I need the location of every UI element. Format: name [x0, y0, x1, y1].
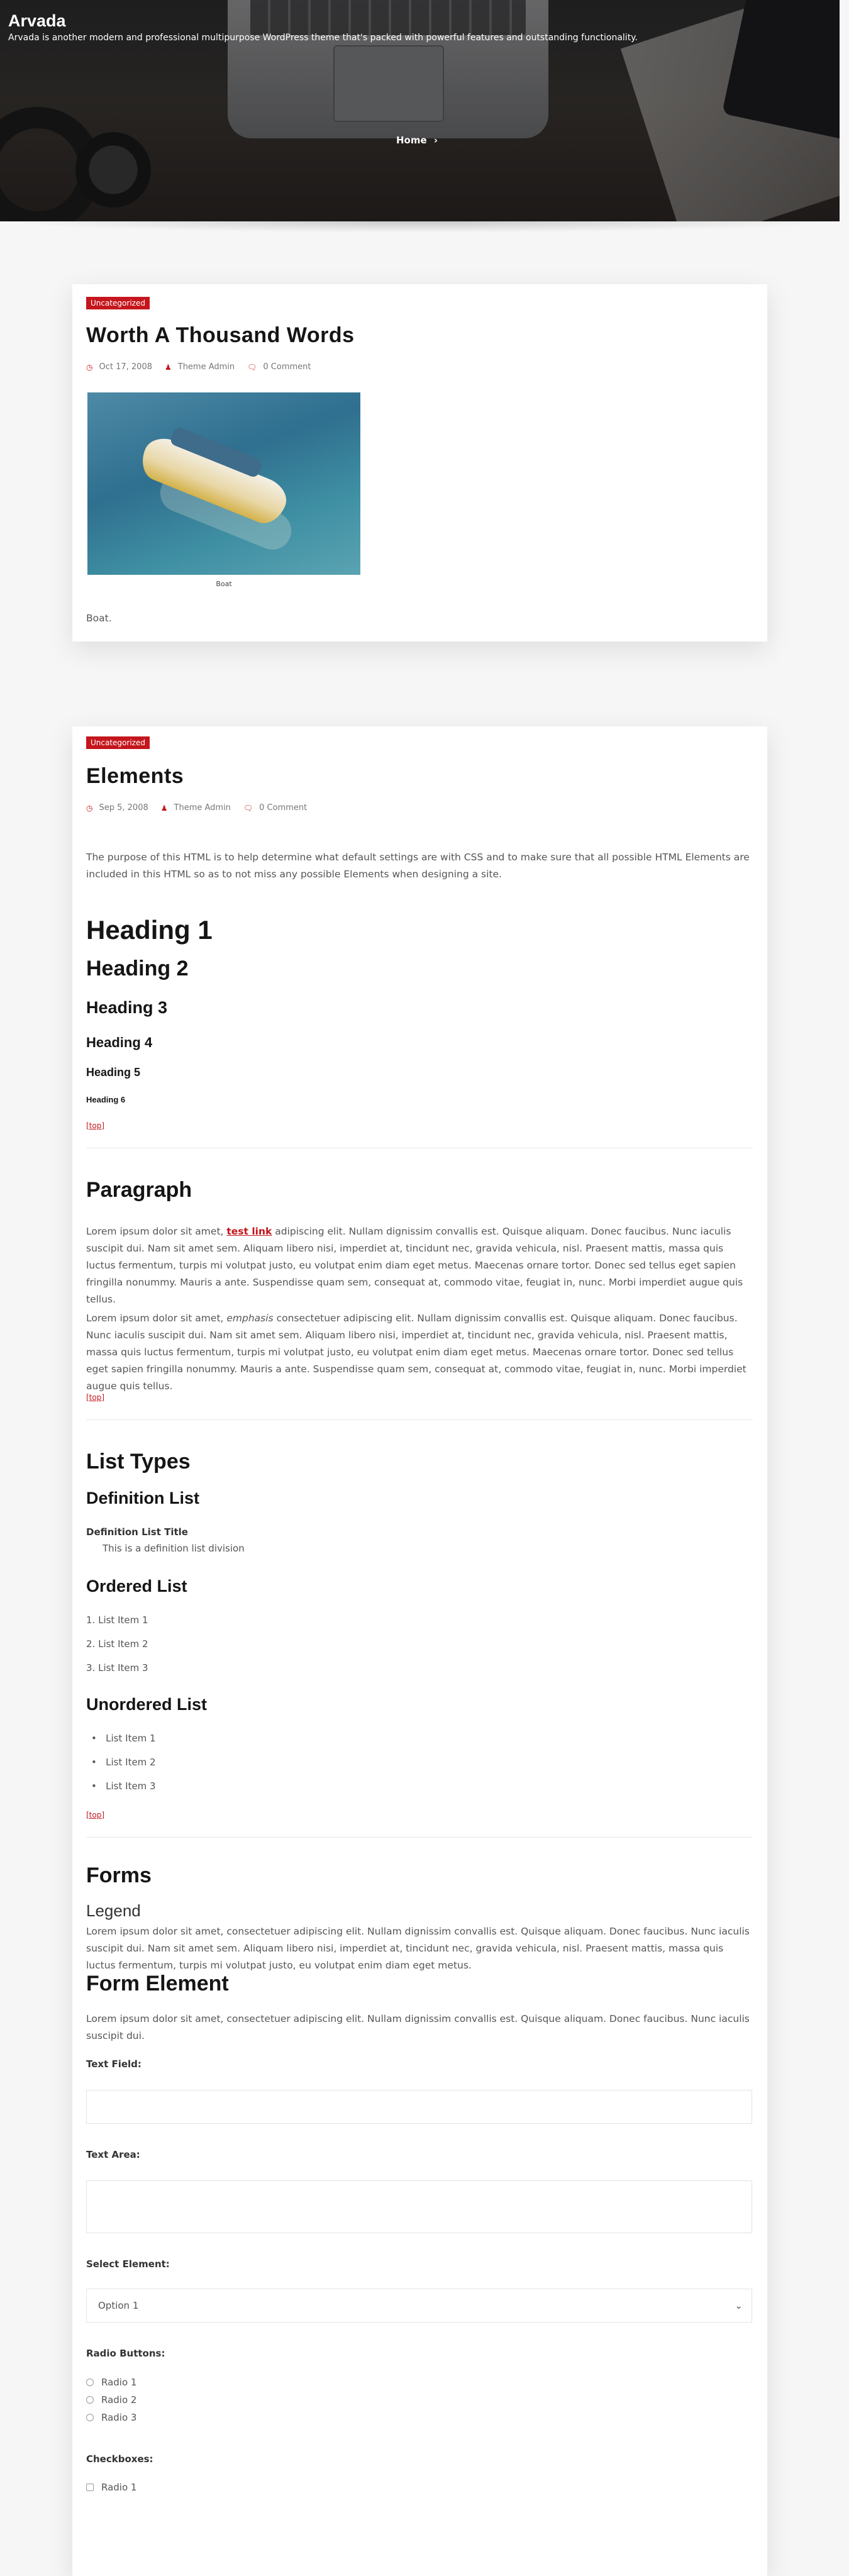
post-comments-text: 0 Comment: [259, 803, 308, 813]
post-author[interactable]: [165, 362, 235, 372]
p1-text-end: adipiscing elit. Nullam dignissim convallis est. Quisque aliquam. Donec faucibus. Nunc iaculis suscipit dui. Nam sit amet sem. Aliquam libero nisi, imperdiet at, tincidunt nec, gravida vehicula, nisl. Praesent mattis, massa quis luctus fermentum, turpis mi volutpat justo, eu volutpat enim diam eget metus. Maecenas ornare tortor. Donec sed tellus eget sapien fringilla nonummy. Mauris a ante. Suspendisse quam sem, consequat at, commodo vitae, feugiat in, nunc. Morbi imperdiet augue quis tellus.: [86, 1226, 743, 1305]
hero-shadow: [0, 221, 840, 233]
text-field-label: Text Field:: [86, 2058, 142, 2070]
site-title[interactable]: Arvada: [8, 11, 66, 30]
unordered-list-item-text: List Item 1: [106, 1733, 156, 1744]
chevron-down-icon: ⌄: [735, 2300, 743, 2311]
comment-icon: 🗨: [243, 803, 253, 813]
unordered-list-item: • List Item 3: [91, 1780, 156, 1792]
radio-option[interactable]: [86, 2377, 136, 2388]
chevron-right-icon: ›: [433, 135, 438, 146]
radio-option[interactable]: [86, 2394, 136, 2406]
p1-text-start: Lorem ipsum dolor sit amet,: [86, 1226, 227, 1237]
definition-description: This is a definition list division: [103, 1543, 245, 1554]
text-field-input[interactable]: [86, 2090, 752, 2124]
top-link[interactable]: [top]: [86, 1121, 105, 1130]
clock-icon: ◷: [86, 803, 93, 813]
post-comments[interactable]: [247, 362, 311, 372]
heading-2: Heading 2: [86, 957, 189, 980]
post-date[interactable]: [86, 803, 148, 813]
paragraph-heading: Paragraph: [86, 1178, 192, 1202]
definition-term: Definition List Title: [86, 1526, 188, 1538]
post-author-text: Theme Admin: [177, 362, 235, 372]
checkbox-label: Radio 1: [101, 2482, 137, 2493]
radio-label: Radio 2: [101, 2394, 137, 2406]
forms-heading: Forms: [86, 1863, 152, 1887]
clock-icon: ◷: [86, 362, 93, 372]
ordered-list-item: 2. List Item 2: [86, 1638, 148, 1650]
ordered-list-item-text: List Item 2: [98, 1638, 148, 1650]
paragraph-1: [86, 1223, 753, 1308]
post-author-text: Theme Admin: [174, 803, 231, 813]
category-badge[interactable]: Uncategorized: [86, 297, 150, 309]
radio-label: Radio 1: [101, 2377, 137, 2388]
p2-text-start: Lorem ipsum dolor sit amet,: [86, 1313, 227, 1324]
p2-emphasis: emphasis: [226, 1313, 274, 1324]
ordered-list-heading: Ordered List: [86, 1577, 187, 1596]
comment-icon: 🗨: [247, 362, 257, 372]
post-title[interactable]: Elements: [86, 764, 184, 788]
unordered-list-heading: Unordered List: [86, 1695, 208, 1714]
checkbox-option[interactable]: [86, 2482, 136, 2493]
radio-button[interactable]: [86, 2379, 94, 2386]
intro-paragraph: The purpose of this HTML is to help determine what default settings are with CSS and to make sure that all possible HTML Elements are included in this HTML so as to not miss any possible Elements when designing a site.: [86, 852, 750, 880]
form-legend: Legend: [86, 1901, 141, 1920]
post-date-text: Oct 17, 2008: [99, 362, 152, 372]
select-value: Option 1: [98, 2300, 139, 2311]
heading-6: Heading 6: [86, 1095, 126, 1104]
list-types-heading: List Types: [86, 1450, 191, 1474]
text-area-input[interactable]: [86, 2180, 752, 2233]
checkbox[interactable]: [86, 2484, 94, 2491]
post-title[interactable]: Worth A Thousand Words: [86, 323, 355, 347]
select-element[interactable]: [86, 2289, 752, 2323]
ordered-list-item: 3. List Item 3: [86, 1662, 148, 1674]
radio-label: Radio 3: [101, 2412, 137, 2423]
unordered-list-item: • List Item 1: [91, 1733, 156, 1744]
divider: [86, 1837, 753, 1838]
unordered-list-item-text: List Item 3: [106, 1780, 156, 1792]
definition-list-heading: Definition List: [86, 1489, 199, 1507]
radio-buttons-label: Radio Buttons:: [86, 2348, 165, 2359]
ordered-list-item-text: List Item 3: [98, 1662, 148, 1674]
form-element-heading: Form Element: [86, 1972, 229, 1996]
checkboxes-label: Checkboxes:: [86, 2453, 153, 2465]
post-meta: [86, 803, 307, 813]
post-card: [72, 726, 767, 2576]
post-date-text: Sep 5, 2008: [99, 803, 148, 813]
user-icon: ♟: [164, 362, 172, 372]
unordered-list-item: • List Item 2: [91, 1757, 156, 1768]
post-comments[interactable]: [243, 803, 307, 813]
post-meta: [86, 362, 311, 372]
radio-button[interactable]: [86, 2396, 94, 2404]
divider: [86, 1419, 753, 1420]
top-link[interactable]: [top]: [86, 1393, 105, 1402]
site-description: Arvada is another modern and professional multipurpose WordPress theme that's packed with powerful features and outstanding functionality.: [8, 33, 638, 43]
category-badge[interactable]: Uncategorized: [86, 736, 150, 749]
radio-button[interactable]: [86, 2414, 94, 2421]
radio-option[interactable]: [86, 2412, 136, 2423]
ordered-list-item-text: List Item 1: [98, 1614, 148, 1626]
user-icon: ♟: [160, 803, 168, 813]
heading-1: Heading 1: [86, 915, 213, 945]
unordered-list-item-text: List Item 2: [106, 1757, 156, 1768]
heading-3: Heading 3: [86, 998, 168, 1017]
post-author[interactable]: [161, 803, 231, 813]
image-caption: Boat: [216, 580, 232, 588]
post-excerpt: Boat.: [86, 613, 112, 624]
form-element-paragraph: Lorem ipsum dolor sit amet, consectetuer adipiscing elit. Nullam dignissim convallis est. Quisque aliquam. Donec faucibus. Nunc iaculis suscipit dui.: [86, 2013, 750, 2041]
post-image-boat[interactable]: [87, 392, 360, 575]
ordered-list-item: 1. List Item 1: [86, 1614, 148, 1626]
page-header-hero: [0, 0, 840, 221]
heading-5: Heading 5: [86, 1066, 141, 1079]
breadcrumb-home-link[interactable]: Home: [396, 135, 427, 146]
post-card: [72, 284, 767, 641]
breadcrumb: [396, 135, 438, 146]
legend-paragraph: Lorem ipsum dolor sit amet, consectetuer adipiscing elit. Nullam dignissim convallis est. Quisque aliquam. Donec faucibus. Nunc iaculis suscipit dui. Nam sit amet sem. Aliquam libero nisi, imperdiet at, tincidunt nec, gravida vehicula, nisl. Praesent mattis, massa quis luctus fermentum, turpis mi volutpat justo, eu volutpat enim diam eget metus.: [86, 1926, 750, 1971]
p2-text-end: consectetuer adipiscing elit. Nullam dignissim convallis est. Quisque aliquam. Donec faucibus. Nunc iaculis suscipit dui. Nam sit amet sem. Aliquam libero nisi, imperdiet at, tincidunt nec, gravida vehicula, nisl. Praesent mattis, massa quis luctus fermentum, turpis mi volutpat justo, eu volutpat enim diam eget metus. Maecenas ornare tortor. Donec sed tellus eget sapien fringilla nonummy. Mauris a ante. Suspendisse quam sem, consequat at, commodo vitae, feugiat in, nunc. Morbi imperdiet augue quis tellus.: [86, 1313, 746, 1392]
paragraph-2: [86, 1310, 753, 1395]
top-link[interactable]: [top]: [86, 1811, 105, 1819]
post-comments-text: 0 Comment: [263, 362, 311, 372]
test-link[interactable]: test link: [226, 1226, 272, 1237]
select-element-label: Select Element:: [86, 2258, 170, 2270]
heading-4: Heading 4: [86, 1035, 153, 1050]
post-date[interactable]: [86, 362, 152, 372]
text-area-label: Text Area:: [86, 2149, 140, 2160]
